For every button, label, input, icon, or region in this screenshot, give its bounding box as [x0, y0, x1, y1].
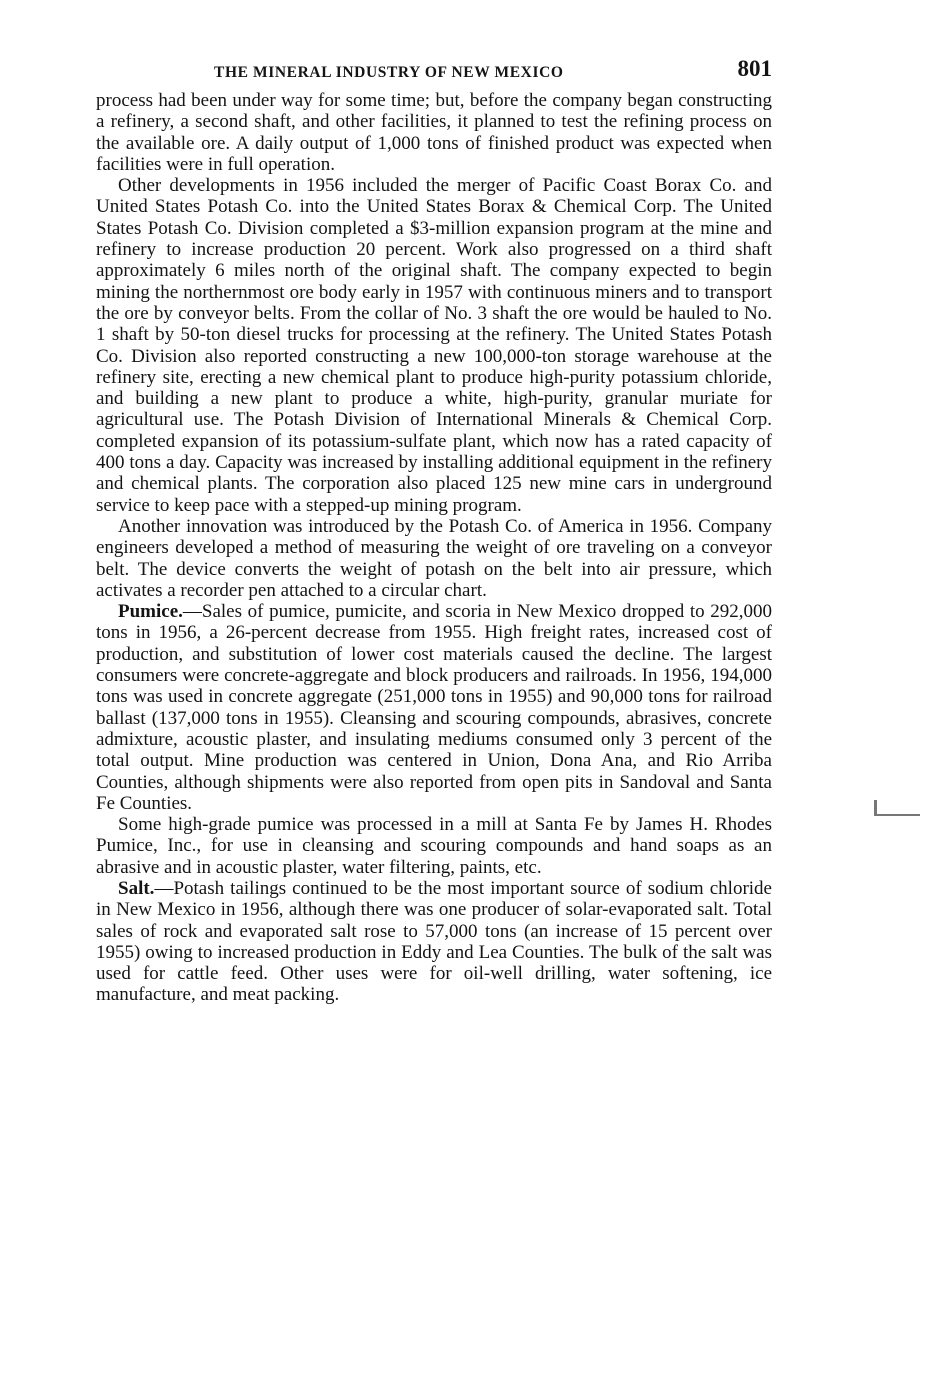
paragraph-text: Another innovation was introduced by the Potash Co. of America in 1956. Company engineers developed a method of measuring the weight of ore traveling on a conveyor belt. The device converts the weight of potash on the belt into air pressure, which activates a recorder pen attached to a circular chart. — [96, 515, 772, 601]
paragraph-salt — [96, 878, 772, 1006]
paragraph-text: process had been under way for some time; but, before the company began constructing a refinery, a second shaft, and other facilities, it planned to test the refining process on the available ore. A daily output of 1,000 tons of finished product was expected when facilities were in full operation. — [96, 90, 772, 175]
paragraph-rhodes-pumice — [96, 814, 772, 878]
document-page — [96, 56, 772, 1006]
paragraph-continuation — [96, 90, 772, 175]
paragraph-text: Other developments in 1956 included the merger of Pacific Coast Borax Co. and United States Potash Co. into the United States Borax & Chemical Corp. The United States Potash Co. Division completed a $3-million expansion program at the mine and refinery to increase production 20 percent. Work also progressed on a third shaft approximately 6 miles north of the original shaft. The company expected to begin mining the northernmost ore body early in 1957 with continuous miners and to transport the ore by conveyor belts. From the collar of No. 3 shaft the ore would be hauled to No. 1 shaft by 50-ton diesel trucks for processing at the refinery. The United States Potash Co. Division also reported constructing a new 100,000-ton storage warehouse at the refinery site, erecting a new chemical plant to produce high-purity potassium chloride, and building a new plant to produce a white, high-purity, granular muriate for agricultural use. The Potash Division of International Minerals & Chemical Corp. completed expansion of its potassium-sulfate plant, which now has a rated capacity of 400 tons a day. Capacity was increased by installing additional equipment in the refinery and chemical plants. The corporation also placed 125 new mine cars in underground service to keep pace with a stepped-up mining program. — [96, 175, 772, 516]
running-head — [96, 56, 772, 90]
paragraph-innovation — [96, 516, 772, 601]
page-number: 801 — [737, 56, 772, 81]
section-lead-salt: Salt. — [118, 877, 155, 899]
paragraph-other-developments — [96, 175, 772, 516]
running-title: THE MINERAL INDUSTRY OF NEW MEXICO — [214, 64, 564, 81]
paragraph-text: —Potash tailings continued to be the most important source of sodium chloride in New Mexico in 1956, although there was one producer of solar-evaporated salt. Total sales of rock and evaporated salt rose to 57,000 tons (an increase of 15 percent over 1955) owing to increased production in Eddy and Lea Counties. The bulk of the salt was used for cattle feed. Other uses were for oil-well drilling, water softening, ice manufacture, and meat packing. — [96, 877, 772, 1006]
paragraph-text: —Sales of pumice, pumicite, and scoria in New Mexico dropped to 292,000 tons in 1956, a 26-percent decrease from 1955. High freight rates, increased cost of production, and substitution of lower cost materials caused the decline. The largest consumers were concrete-aggregate and block producers and railroads. In 1956, 194,000 tons was used in concrete aggregate (251,000 tons in 1955) and 90,000 tons for railroad ballast (137,000 tons in 1955). Cleansing and scouring compounds, abrasives, concrete admixture, acoustic plaster, and insulating mediums consumed only 3 percent of the total output. Mine production was centered in Union, Dona Ana, and Rio Arriba Counties, although shipments were also reported from open pits in Sandoval and Santa Fe Counties. — [96, 601, 772, 814]
margin-bracket-mark — [872, 800, 922, 822]
paragraph-pumice — [96, 601, 772, 814]
section-lead-pumice: Pumice. — [118, 601, 183, 623]
paragraph-text: Some high-grade pumice was processed in a mill at Santa Fe by James H. Rhodes Pumice, Inc., for use in cleansing and scouring compounds and hand soaps as an abrasive and in acoustic plaster, water filtering, paints, etc. — [96, 814, 772, 878]
